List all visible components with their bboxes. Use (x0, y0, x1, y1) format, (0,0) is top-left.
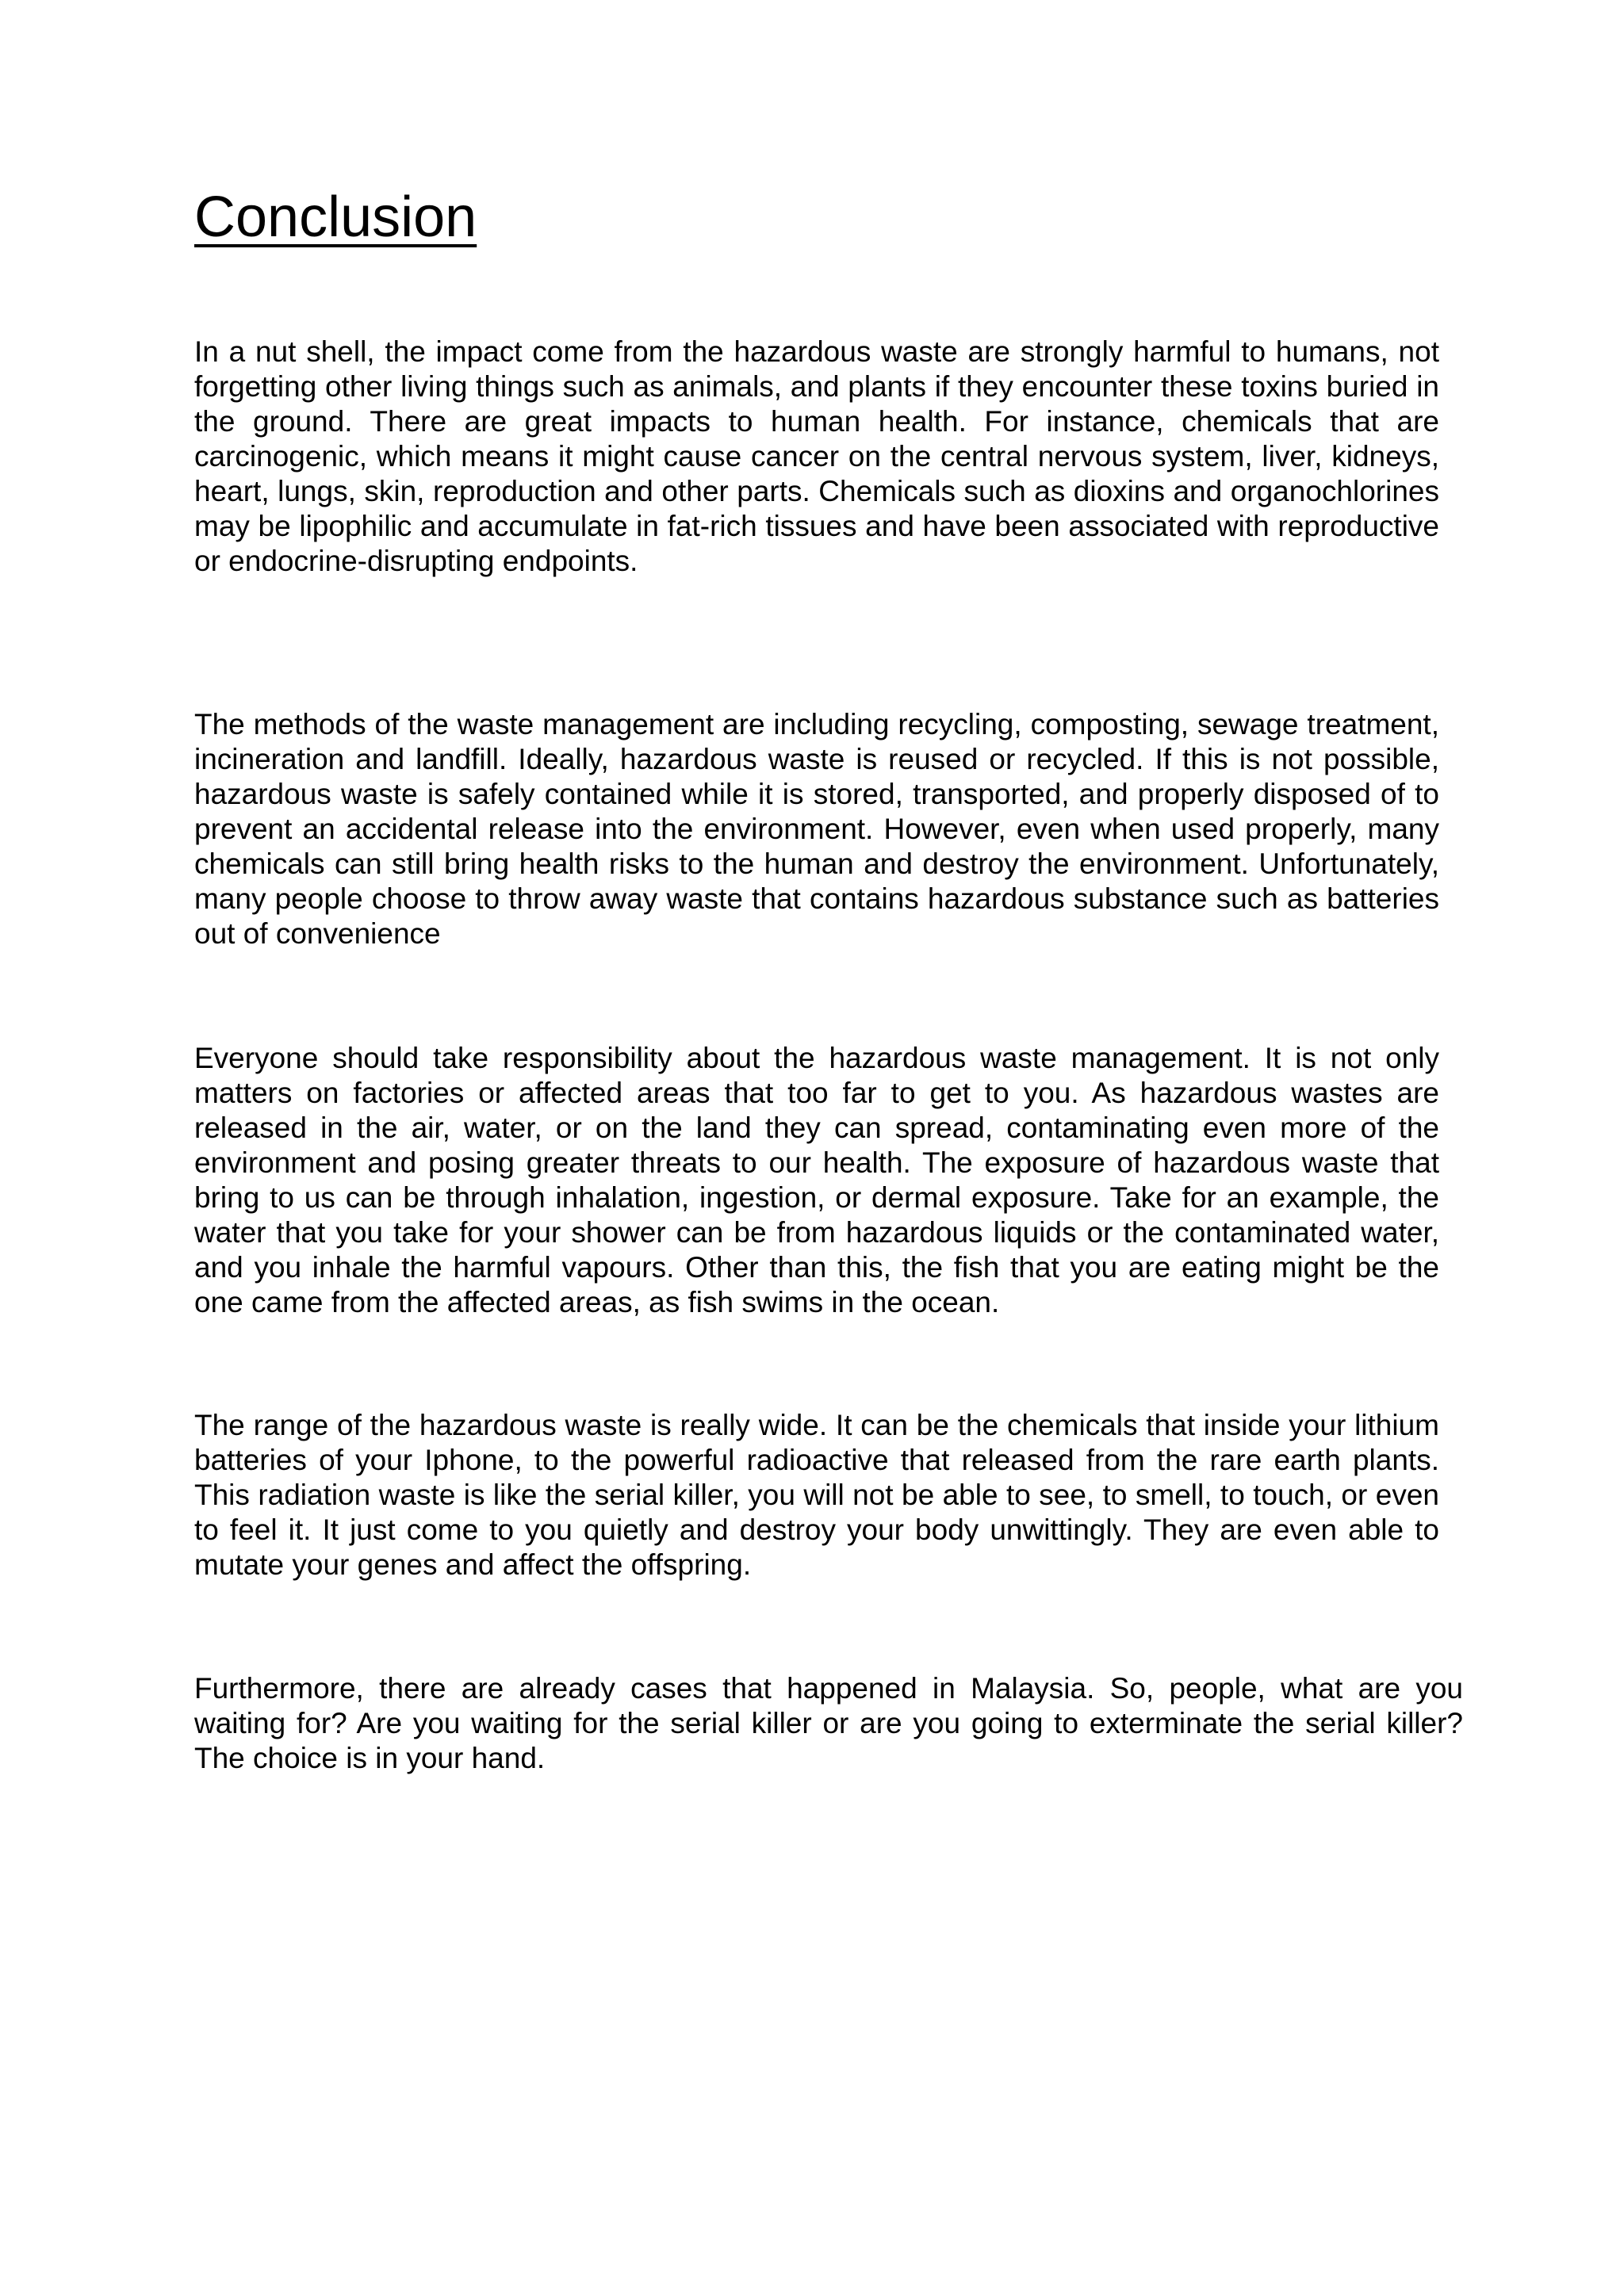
page-title: Conclusion (194, 186, 477, 249)
paragraph-call-to-action: Furthermore, there are already cases that happened in Malaysia. So, people, what are you waiting for? Are you waiting for the serial killer or are you going to exterminate the serial killer? The choice is in your hand. (194, 1672, 1463, 1774)
paragraph-health-impacts: In a nut shell, the impact come from the hazardous waste are strongly harmful to humans, not forgetting other living things such as animals, and plants if they encounter these toxins buried in the ground. There are great impacts to human health. For instance, chemicals that are carcinogenic, which means it might cause cancer on the central nervous system, liver, kidneys, heart, lungs, skin, reproduction and other parts. Chemicals such as dioxins and organochlorines may be lipophilic and accumulate in fat-rich tissues and have been associated with reproductive or endocrine-disrupting endpoints. (194, 335, 1439, 577)
paragraph-waste-management-methods: The methods of the waste management are including recycling, composting, sewage treatment, incineration and landfill. Ideally, hazardous waste is reused or recycled. If this is not possible, hazardous waste is safely contained while it is stored, transported, and properly disposed of to prevent an accidental release into the environment. However, even when used properly, many chemicals can still bring health risks to the human and destroy the environment. Unfortunately, many people choose to throw away waste that contains hazardous substance such as batteries out of convenience (194, 708, 1439, 950)
paragraph-range-of-waste: The range of the hazardous waste is really wide. It can be the chemicals that inside your lithium batteries of your Iphone, to the powerful radioactive that released from the rare earth plants. This radiation waste is like the serial killer, you will not be able to see, to smell, to touch, or even to feel it. It just come to you quietly and destroy your body unwittingly. They are even able to mutate your genes and affect the offspring. (194, 1409, 1439, 1581)
paragraph-responsibility: Everyone should take responsibility about the hazardous waste management. It is not only matters on factories or affected areas that too far to get to you. As hazardous wastes are released in the air, water, or on the land they can spread, contaminating even more of the environment and posing greater threats to our health. The exposure of hazardous waste that bring to us can be through inhalation, ingestion, or dermal exposure. Take for an example, the water that you take for your shower can be from hazardous liquids or the contaminated water, and you inhale the harmful vapours. Other than this, the fish that you are eating might be the one came from the affected areas, as fish swims in the ocean. (194, 1042, 1439, 1318)
